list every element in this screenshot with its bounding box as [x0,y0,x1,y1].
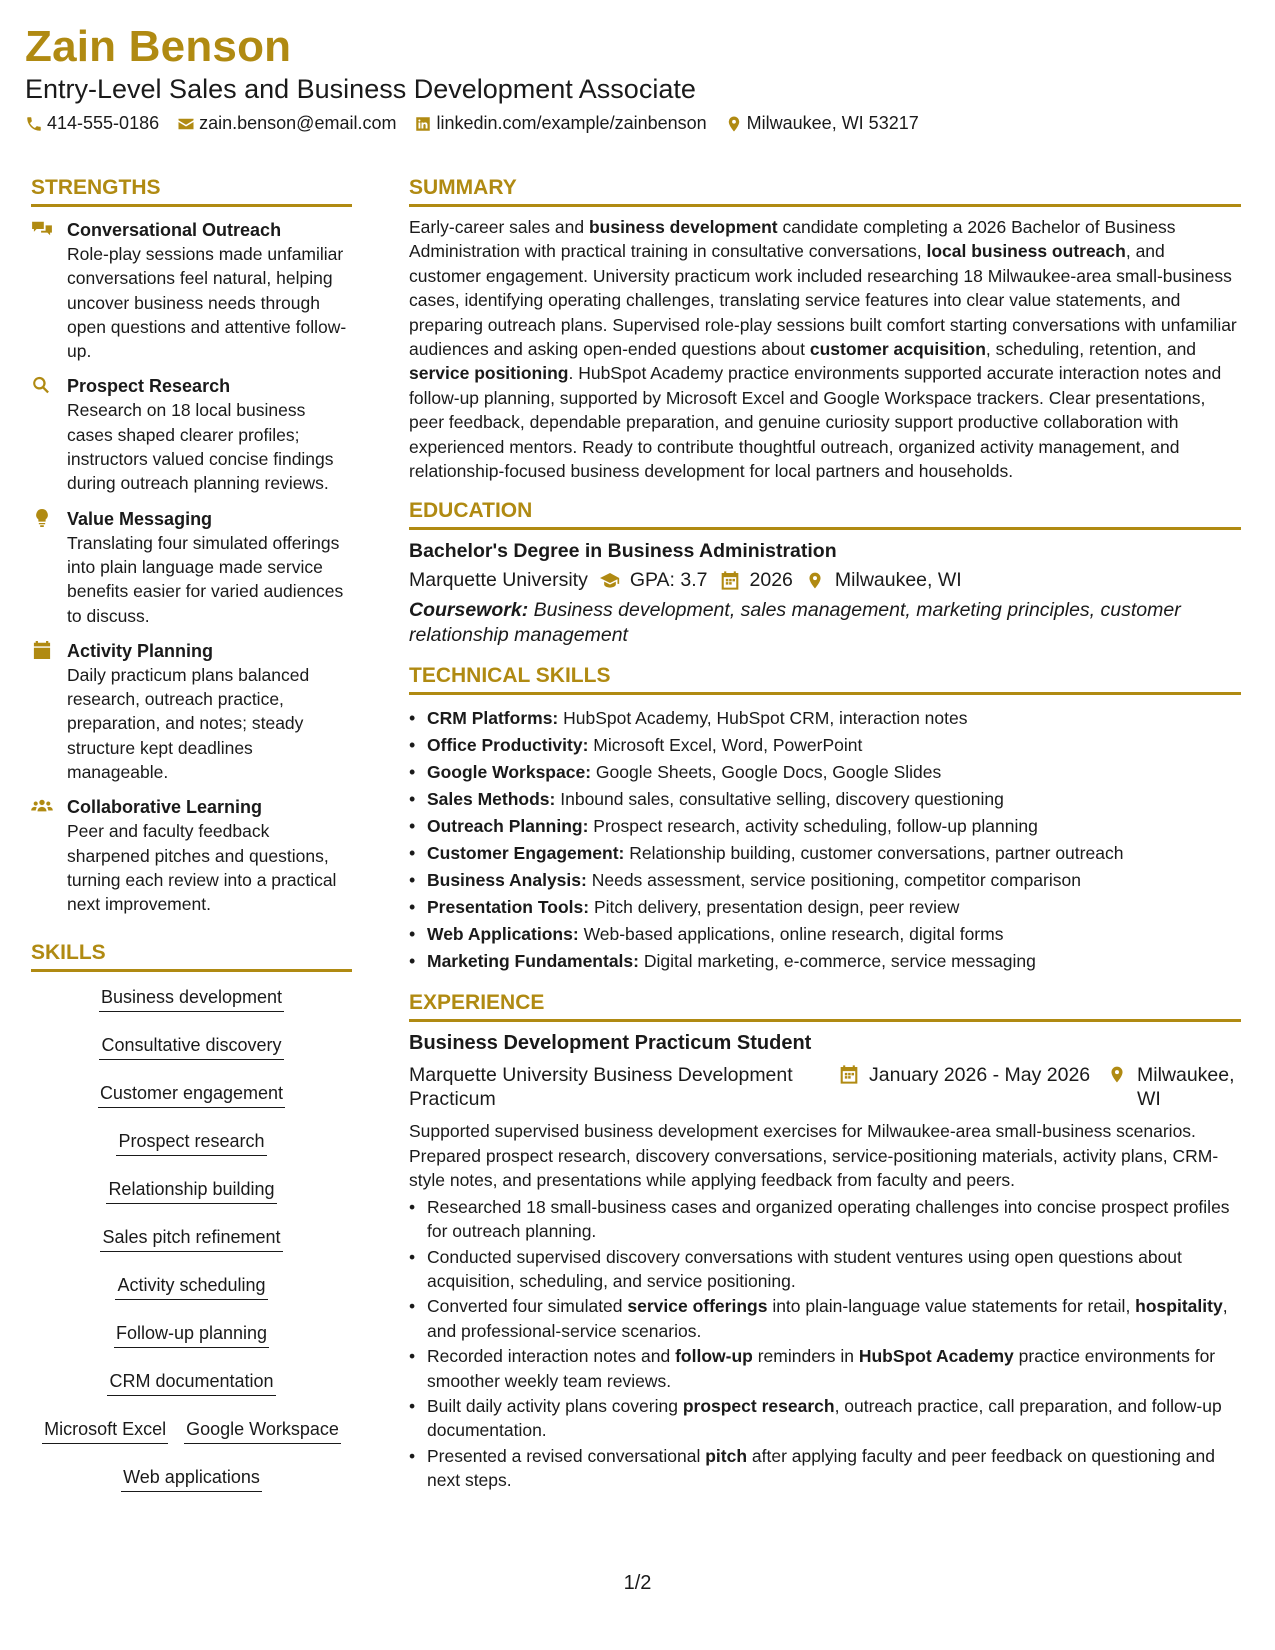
skill-chip: Microsoft Excel [42,1410,168,1444]
list-item [409,813,1241,840]
skill-chip: Activity scheduling [115,1266,267,1300]
coursework-label: Coursework: [409,599,529,622]
gpa-text: GPA: 3.7 [629,569,708,592]
skill-value: Prospect research, activity scheduling, follow-up planning [593,816,1038,837]
email-text: zain.benson@email.com [199,113,397,133]
graduation-cap-icon [600,571,620,590]
skill-label: CRM Platforms: [427,708,559,729]
strength-text: Translating four simulated offerings into plain language made service benefits easier for varied audiences to discuss. [67,532,344,626]
strength-title: Prospect Research [67,376,231,397]
lightbulb-icon [31,509,53,527]
strength-text: Daily practicum plans balanced research, outreach practice, preparation, and notes; steady structure kept deadlines manageable. [67,664,310,783]
location-text: Milwaukee, WI 53217 [746,113,919,133]
coursework [409,598,1241,648]
phone-icon [25,115,43,133]
strength-item [31,795,352,916]
contact-location [725,113,919,134]
school-location: Milwaukee, WI [834,569,962,592]
skill-chip: Web applications [121,1458,262,1492]
skill-label: Google Workspace: [427,762,592,783]
skill-chip: Follow-up planning [114,1314,269,1348]
list-item [409,921,1241,948]
map-pin-icon [725,115,743,133]
candidate-title: Entry-Level Sales and Business Development Associate [25,74,696,104]
skills-heading: SKILLS [31,941,352,972]
search-icon [31,376,53,394]
skill-chip: Sales pitch refinement [100,1218,282,1252]
job-location [1107,1063,1241,1111]
list-item [409,732,1241,759]
skill-label: Web Applications: [427,924,579,945]
strength-text: Research on 18 local business cases shaped clearer profiles; instructors valued concise findings during outreach planning reviews. [67,400,334,494]
map-pin-icon [805,571,825,590]
skill-chip: Relationship building [106,1170,276,1204]
left-column [31,176,352,1506]
skill-value: Needs assessment, service positioning, competitor comparison [591,870,1081,891]
skill-chip: Consultative discovery [99,1026,283,1060]
job-dates [839,1063,1107,1111]
strength-item [31,374,352,495]
experience-heading: EXPERIENCE [409,991,1241,1022]
skill-value: HubSpot Academy, HubSpot CRM, interaction notes [563,708,968,729]
page-number: 1/2 [623,1572,652,1594]
skill-chip: Business development [99,978,284,1012]
skill-value: Relationship building, customer conversations, partner outreach [629,843,1124,864]
education-details [409,569,1241,592]
skill-value: Digital marketing, e-commerce, service messaging [643,951,1036,972]
calendar-icon [31,641,53,659]
skill-label: Office Productivity: [427,735,589,756]
comments-icon [31,220,53,238]
skill-chip: Prospect research [116,1122,266,1156]
list-item: • Recorded interaction notes and follow-up reminders in HubSpot Academy practice environments for smoother weekly team reviews. [409,1344,1241,1393]
skill-label: Marketing Fundamentals: [427,951,639,972]
contact-phone[interactable] [25,113,159,134]
list-item [409,948,1241,975]
linkedin-text: linkedin.com/example/zainbenson [436,113,707,133]
skill-label: Sales Methods: [427,789,556,810]
skill-label: Business Analysis: [427,870,587,891]
strength-title: Activity Planning [67,640,214,661]
list-item: • Converted four simulated service offerings into plain-language value statements for retail, hospitality, and professional-service scenarios. [409,1294,1241,1343]
skill-value: Microsoft Excel, Word, PowerPoint [593,735,863,756]
list-item: • Conducted supervised discovery conversations with student ventures using open questions about acquisition, scheduling, and service positioning. [409,1245,1241,1294]
strength-title: Collaborative Learning [67,797,263,818]
linkedin-icon [414,115,432,133]
job-dates-text: January 2026 - May 2026 [869,1064,1091,1087]
skill-chip: CRM documentation [107,1362,275,1396]
strength-item [31,507,352,628]
education-heading: EDUCATION [409,499,1241,530]
coursework-text: Business development, sales management, marketing principles, customer relationship management [409,599,1181,647]
skill-value: Pitch delivery, presentation design, peer review [593,897,960,918]
list-item: • Presented a revised conversational pitch after applying faculty and peer feedback on questioning and next steps. [409,1444,1241,1493]
contact-linkedin[interactable] [414,113,706,134]
skill-label: Outreach Planning: [427,816,589,837]
list-item [409,840,1241,867]
degree-title: Bachelor's Degree in Business Administration [409,540,837,563]
job-location-text: Milwaukee, WI [1137,1064,1235,1111]
skill-value: Google Sheets, Google Docs, Google Slides [595,762,942,783]
map-pin-icon [1107,1065,1127,1084]
users-icon [31,797,53,815]
list-item: • Researched 18 small-business cases and organized operating challenges into concise prospect profiles for outreach planning. [409,1195,1241,1244]
job-description: Supported supervised business development exercises for Milwaukee-area small-business scenarios. Prepared prospect research, discovery conversations, service-positioning materials, activity plans, CRM-style notes, and presentations while applying feedback from faculty and peers. [409,1121,1219,1191]
contact-email[interactable] [177,113,396,134]
calendar-icon [720,571,740,590]
strength-title: Conversational Outreach [67,220,282,240]
contact-bar [25,113,937,134]
strength-text: Role-play sessions made unfamiliar conversations feel natural, helping uncover business needs through open questions and attentive follow-up. [67,244,347,362]
technical-skills-list [409,705,1241,975]
school-name: Marquette University [409,569,588,592]
skills-list [31,972,352,1506]
technical-skills-heading: TECHNICAL SKILLS [409,664,1241,695]
strength-item [31,639,352,784]
skill-chip: Google Workspace [184,1410,341,1444]
strength-title: Value Messaging [67,508,213,529]
list-item [409,759,1241,786]
phone-text: 414-555-0186 [47,113,160,133]
list-item [409,705,1241,732]
list-item [409,786,1241,813]
strengths-heading: STRENGTHS [31,176,352,207]
strength-item [31,218,352,363]
list-item: • Built daily activity plans covering prospect research, outreach practice, call preparation, and follow-up documentation. [409,1394,1241,1443]
skill-chip: Customer engagement [98,1074,285,1108]
candidate-name: Zain Benson [25,22,292,71]
skill-label: Customer Engagement: [427,843,625,864]
employer-name: Marquette University Business Development Practicum [409,1064,793,1111]
strength-text: Peer and faculty feedback sharpened pitches and questions, turning each review into a practical next improvement. [67,821,337,915]
list-item [409,894,1241,921]
envelope-icon [177,115,195,133]
calendar-icon [839,1065,859,1084]
skill-value: Inbound sales, consultative selling, discovery questioning [560,789,1004,810]
job-meta [409,1063,1241,1111]
list-item [409,867,1241,894]
right-column [409,176,1241,1494]
summary-text: Early-career sales and business development candidate completing a 2026 Bachelor of Business Administration with practical training in consultative conversations, local business outreach, and customer engagement. University practicum work included researching 18 Milwaukee-area small-business cases, identifying operating challenges, translating service features into clear value statements, and preparing outreach plans. Supervised role-play sessions built comfort starting conversations with unfamiliar audiences and asking open-ended questions about customer acquisition, scheduling, retention, and service positioning. HubSpot Academy practice environments supported accurate interaction notes and follow-up planning, supported by Microsoft Excel and Google Workspace trackers. Clear presentations, peer feedback, dependable preparation, and genuine curiosity support productive collaboration with experienced mentors. Ready to contribute thoughtful outreach, organized activity management, and relationship-focused business development for local partners and households. [409,217,1237,482]
graduation-year: 2026 [749,569,793,592]
skill-value: Web-based applications, online research, digital forms [583,924,1004,945]
skill-label: Presentation Tools: [427,897,590,918]
job-bullets [409,1195,1241,1493]
job-title: Business Development Practicum Student [409,1032,812,1055]
summary-heading: SUMMARY [409,176,1241,207]
